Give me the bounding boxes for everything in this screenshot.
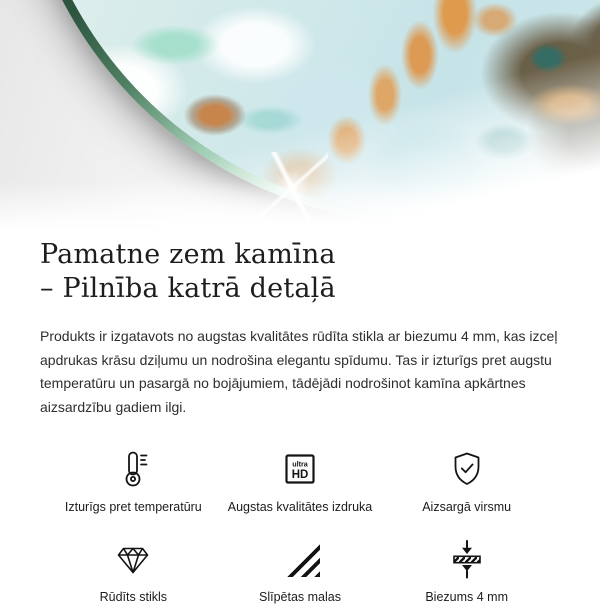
feature-label: Augstas kvalitātes izdruka <box>227 500 373 514</box>
svg-text:HD: HD <box>291 469 309 481</box>
ultra-hd-icon <box>280 449 320 489</box>
feature-label: Rūdīts stikls <box>99 590 168 604</box>
page-title-line2: – Pilnība katrā detaļā <box>40 273 336 304</box>
feature-protection <box>383 445 550 515</box>
feature-label: Slīpētas malas <box>259 590 341 604</box>
page-title <box>40 238 560 306</box>
marble-print-surface <box>25 0 600 215</box>
feature-thickness <box>383 535 550 605</box>
diamond-icon <box>113 539 153 579</box>
content-section <box>0 238 600 605</box>
intro-paragraph: Produkts ir izgatavots no augstas kvalitātes rūdīta stikla ar biezumu 4 mm, kas izceļ apdrukas krāsu dziļumu un nodrošina elegantu spīdumu. Tas ir izturīgs pret augstu temperatūru un pasargā no bojājumiem, tādējādi nodrošinot kamīna apkārtnes aizsardzību gadiem ilgi. <box>40 328 558 415</box>
feature-label: Biezums 4 mm <box>425 590 508 604</box>
shield-check-icon <box>447 449 487 489</box>
features-grid <box>40 445 560 605</box>
feature-label: Aizsargā virsmu <box>422 500 512 514</box>
feature-print-quality <box>217 445 384 515</box>
feature-polished-edges <box>217 535 384 605</box>
beveled-edges-icon <box>280 544 320 577</box>
feature-tempered-glass <box>50 535 217 605</box>
product-image <box>0 0 600 232</box>
feature-label: Izturīgs pret temperatūru <box>64 500 202 514</box>
feature-temperature <box>50 445 217 515</box>
thermometer-icon <box>113 449 153 489</box>
svg-text:ultra: ultra <box>292 459 308 469</box>
page-title-line1: Pamatne zem kamīna <box>40 239 336 270</box>
thickness-icon <box>447 539 487 579</box>
